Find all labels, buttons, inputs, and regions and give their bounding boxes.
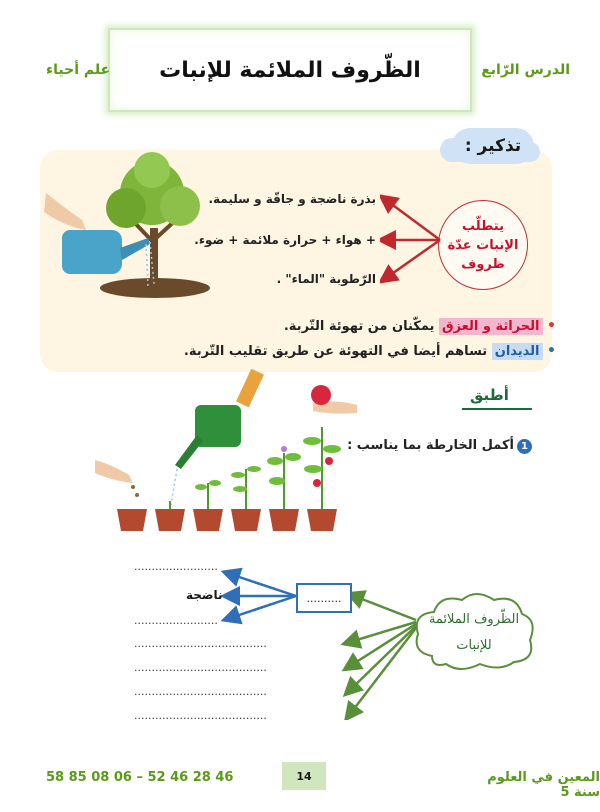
cloud-label bbox=[414, 607, 534, 659]
note-tillage bbox=[284, 318, 556, 334]
tree-canopy bbox=[134, 152, 170, 188]
reminder-label: تذكير : bbox=[464, 136, 522, 156]
seed-hand bbox=[95, 460, 133, 483]
watering-can-spout bbox=[120, 238, 150, 260]
reminder-bubble bbox=[452, 128, 534, 164]
falling-seed bbox=[131, 485, 135, 489]
leaf bbox=[231, 472, 245, 478]
leaf bbox=[195, 484, 207, 490]
cloud-line: الظّروف الملائمة bbox=[428, 612, 520, 627]
condition-arrows bbox=[380, 190, 442, 290]
green-arrow bbox=[354, 596, 416, 620]
worms-text: تساهم أيضا في التهوئة عن طريق تقليب التّربة. bbox=[183, 344, 492, 359]
requirements-line: الإنبات عدّة bbox=[447, 237, 519, 253]
fruit bbox=[325, 457, 333, 465]
fruit bbox=[313, 479, 321, 487]
blank-answer-line[interactable]: ........................ bbox=[134, 560, 218, 573]
tree-watering-illustration bbox=[40, 148, 220, 313]
blue-arrow bbox=[230, 574, 296, 596]
blank-answer-line[interactable]: ........................ bbox=[134, 614, 218, 627]
apple bbox=[311, 385, 331, 405]
leaf bbox=[323, 445, 341, 453]
pot bbox=[307, 509, 337, 531]
leaf bbox=[304, 465, 322, 473]
cloud-line: للإنبات bbox=[456, 638, 492, 653]
pot bbox=[269, 509, 299, 531]
blank-answer-line[interactable]: ...................................... bbox=[134, 661, 267, 674]
pot bbox=[117, 509, 147, 531]
leaf bbox=[233, 486, 247, 492]
leaf bbox=[285, 453, 301, 461]
footer-book-title: المعين في العلوم سنة 5 bbox=[487, 770, 600, 800]
requirements-line: يتطلّب bbox=[462, 218, 504, 234]
arrow-to-condition-3 bbox=[386, 240, 440, 278]
blank-answer-line[interactable]: ...................................... bbox=[134, 637, 267, 650]
requirements-circle bbox=[438, 200, 528, 290]
question-line bbox=[347, 438, 532, 454]
blank-box-dots: .......... bbox=[306, 591, 342, 605]
page-number-text: 14 bbox=[296, 769, 312, 783]
title-box bbox=[108, 28, 472, 112]
leaf bbox=[267, 457, 283, 465]
falling-seed bbox=[135, 493, 139, 497]
requirements-line: ظروف bbox=[461, 256, 505, 272]
green-arrow bbox=[350, 626, 416, 690]
footer-phones: 58 85 08 06 – 52 46 28 46 bbox=[46, 770, 234, 785]
apply-label: أطبق bbox=[470, 386, 509, 404]
tree-canopy bbox=[160, 186, 200, 226]
blue-arrow bbox=[230, 596, 296, 618]
hand bbox=[44, 193, 86, 230]
page-title: الظّروف الملائمة للإنبات bbox=[159, 57, 421, 83]
can-arm bbox=[236, 369, 264, 408]
tillage-highlight: الحراثة و العزق bbox=[439, 318, 543, 335]
question-number: 1 bbox=[517, 439, 532, 454]
page-number bbox=[282, 762, 326, 790]
arrow-to-condition-1 bbox=[386, 200, 440, 240]
blank-answer-line[interactable]: ...................................... bbox=[134, 709, 267, 722]
flower bbox=[281, 446, 287, 452]
green-can-spout bbox=[175, 435, 203, 469]
red-bullet: • bbox=[547, 318, 556, 334]
condition-air-heat-light: + هواء + حرارة ملائمة + ضوء. bbox=[194, 233, 376, 247]
watering-can bbox=[62, 230, 122, 274]
water-stream bbox=[171, 469, 177, 505]
question-text: أكمل الخارطة بما يناسب : bbox=[347, 438, 514, 453]
pot bbox=[155, 509, 185, 531]
leaf bbox=[303, 437, 321, 445]
known-answer: ناضجة bbox=[186, 588, 223, 602]
lesson-label: الدرس الرّابع bbox=[481, 62, 570, 78]
note-worms bbox=[184, 343, 556, 359]
subject-label: علم أحياء bbox=[46, 62, 111, 78]
worms-highlight: الديدان bbox=[492, 343, 543, 360]
apply-underline bbox=[462, 408, 532, 410]
tillage-text: يمكّنان من تهوئة التّربة. bbox=[283, 319, 439, 334]
leaf bbox=[247, 466, 261, 472]
green-arrow bbox=[350, 628, 416, 714]
plant-growth-illustration bbox=[95, 365, 365, 537]
condition-moisture: الرّطوبة "الماء" . bbox=[276, 272, 376, 286]
blank-answer-line[interactable]: ...................................... bbox=[134, 685, 267, 698]
condition-seed: بذرة ناضجة و جافّة و سليمة. bbox=[208, 192, 376, 206]
leaf bbox=[209, 480, 221, 486]
pot bbox=[193, 509, 223, 531]
blue-bullet: • bbox=[547, 343, 556, 359]
leaf bbox=[269, 477, 285, 485]
blank-box[interactable] bbox=[296, 583, 352, 613]
tree-canopy bbox=[106, 188, 146, 228]
pots-row bbox=[117, 509, 337, 531]
pot bbox=[231, 509, 261, 531]
